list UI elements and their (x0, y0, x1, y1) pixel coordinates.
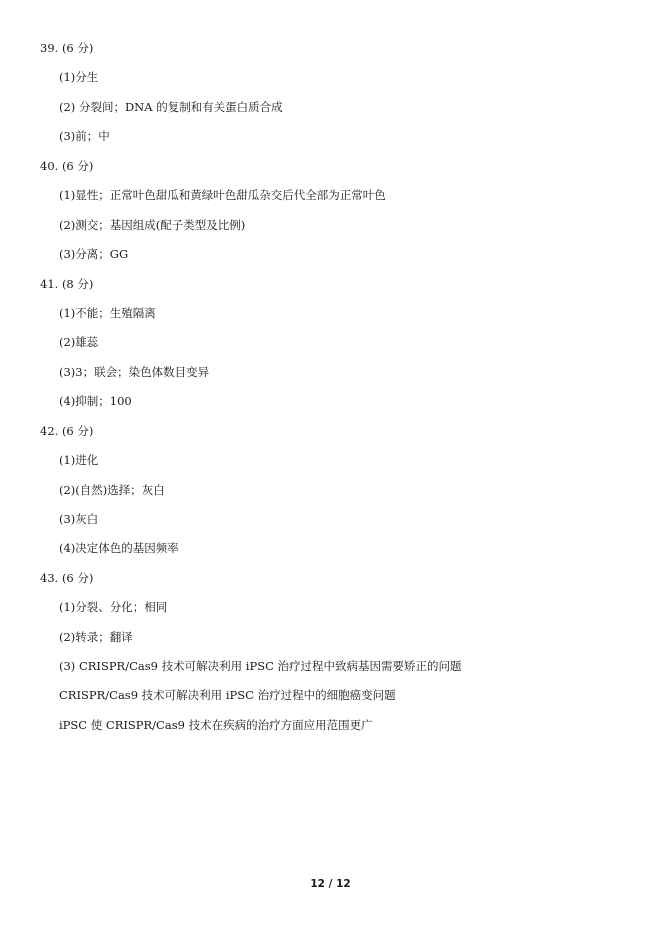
page-number: 12 / 12 (310, 878, 351, 890)
answer-43-3: (3) CRISPR/Cas9 技术可解决利用 iPSC 治疗过程中致病基因需要矫正的问题 (59, 659, 462, 673)
answer-42-1: (1)进化 (59, 453, 99, 467)
question-39-heading: 39. (6 分) (40, 41, 94, 55)
answer-43-1: (1)分裂、分化；相同 (59, 600, 168, 614)
answer-40-2: (2)测交；基因组成(配子类型及比例) (59, 218, 246, 232)
question-41-heading: 41. (8 分) (40, 277, 94, 291)
answer-42-2: (2)(自然)选择；灰白 (59, 483, 165, 497)
answer-41-4: (4)抑制；100 (59, 394, 132, 408)
answer-42-4: (4)决定体色的基因频率 (59, 541, 179, 555)
answer-41-3: (3)3；联会；染色体数目变异 (59, 365, 210, 379)
answer-40-3: (3)分离；GG (59, 247, 129, 261)
answer-42-3: (3)灰白 (59, 512, 99, 526)
answer-43-2: (2)转录；翻译 (59, 630, 133, 644)
answer-41-1: (1)不能；生殖隔离 (59, 306, 156, 320)
answer-39-2: (2) 分裂间；DNA 的复制和有关蛋白质合成 (59, 100, 283, 114)
answer-39-3: (3)前；中 (59, 129, 110, 143)
answer-40-1: (1)显性；正常叶色甜瓜和黄绿叶色甜瓜杂交后代全部为正常叶色 (59, 188, 386, 202)
answer-39-1: (1)分生 (59, 70, 99, 84)
answer-43-3-line-2: CRISPR/Cas9 技术可解决利用 iPSC 治疗过程中的细胞癌变问题 (59, 688, 396, 702)
answer-43-3-line-3: iPSC 使 CRISPR/Cas9 技术在疾病的治疗方面应用范围更广 (59, 718, 373, 732)
question-43-heading: 43. (6 分) (40, 571, 94, 585)
answer-41-2: (2)雄蕊 (59, 335, 99, 349)
question-40-heading: 40. (6 分) (40, 159, 94, 173)
question-42-heading: 42. (6 分) (40, 424, 94, 438)
